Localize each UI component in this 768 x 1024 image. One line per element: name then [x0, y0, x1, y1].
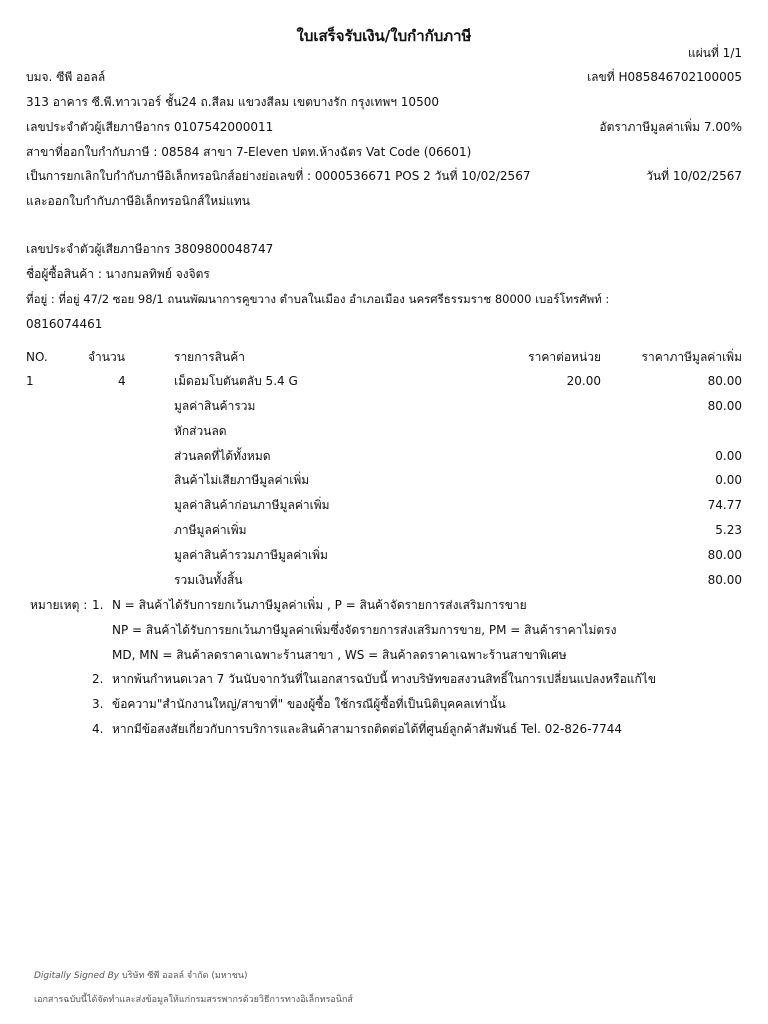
buyer-address: ที่อยู่ : ที่อยู่ 47/2 ซอย 98/1 ถนนพัฒนาการคูขวาง ตำบลในเมือง อำเภอเมือง นครศรีธรรมราช 80000 เบอร์โทรศัพท์ :	[26, 292, 610, 306]
summary-label: มูลค่าสินค้ารวม	[174, 399, 256, 413]
buyer-name: ชื่อผู้ซื้อสินค้า : นางกมลทิพย์ จงจิตร	[26, 267, 210, 281]
reissue-note: และออกใบกำกับภาษีอิเล็กทรอนิกส์ใหม่แทน	[26, 194, 250, 208]
digital-signature	[34, 968, 248, 982]
summary-label: มูลค่าสินค้าก่อนภาษีมูลค่าเพิ่ม	[174, 498, 330, 512]
row-qty: 4	[118, 374, 126, 388]
summary-label: รวมเงินทั้งสิ้น	[174, 573, 243, 587]
vat-rate: อัตราภาษีมูลค่าเพิ่ม 7.00%	[599, 120, 742, 134]
summary-label: ภาษีมูลค่าเพิ่ม	[174, 523, 247, 537]
summary-value: 0.00	[715, 473, 742, 487]
header-qty: จำนวน	[88, 350, 125, 364]
row-amount: 80.00	[707, 374, 742, 388]
note-text: หากมีข้อสงสัยเกี่ยวกับการบริการและสินค้าสามารถติดต่อได้ที่ศูนย์ลูกค้าสัมพันธ์ Tel. 02-826-7744	[112, 722, 623, 736]
header-no: NO.	[26, 350, 48, 364]
note-text: MD, MN = สินค้าลดราคาเฉพาะร้านสาขา , WS = สินค้าลดราคาเฉพาะร้านสาขาพิเศษ	[112, 648, 567, 662]
summary-value: 0.00	[715, 449, 742, 463]
summary-label: ส่วนลดที่ได้ทั้งหมด	[174, 449, 271, 463]
summary-label: มูลค่าสินค้ารวมภาษีมูลค่าเพิ่ม	[174, 548, 328, 562]
row-unit-price: 20.00	[566, 374, 601, 388]
company-address: 313 อาคาร ซี.พี.ทาวเวอร์ ชั้น24 ถ.สีลม แขวงสีลม เขตบางรัก กรุงเทพฯ 10500	[26, 95, 439, 109]
buyer-tax-id: เลขประจำตัวผู้เสียภาษีอากร 3809800048747	[26, 242, 274, 256]
summary-value: 80.00	[707, 399, 742, 413]
row-item: เม็ดอมโบตันตลับ 5.4 G	[174, 374, 298, 388]
note-number: 3.	[92, 697, 104, 711]
electronic-submission-note: เอกสารฉบับนี้ได้จัดทำและส่งข้อมูลให้แก่กรมสรรพากรด้วยวิธีการทางอิเล็กทรอนิกส์	[34, 995, 353, 1005]
notes-heading: หมายเหตุ :	[30, 598, 88, 612]
summary-label: สินค้าไม่เสียภาษีมูลค่าเพิ่ม	[174, 473, 310, 487]
document-title: ใบเสร็จรับเงิน/ใบกำกับภาษี	[296, 27, 472, 45]
header-unit-price: ราคาต่อหน่วย	[528, 350, 601, 364]
document-date: วันที่ 10/02/2567	[646, 169, 742, 183]
buyer-phone: 0816074461	[26, 317, 103, 331]
page-number: แผ่นที่ 1/1	[687, 46, 742, 60]
note-text: N = สินค้าได้รับการยกเว้นภาษีมูลค่าเพิ่ม , P = สินค้าจัดรายการส่งเสริมการขาย	[112, 598, 527, 612]
summary-value: 74.77	[707, 498, 742, 512]
row-no: 1	[26, 374, 34, 388]
company-tax-id: เลขประจำตัวผู้เสียภาษีอากร 0107542000011	[26, 120, 274, 134]
note-text: NP = สินค้าได้รับการยกเว้นภาษีมูลค่าเพิ่มซึ่งจัดรายการส่งเสริมการขาย, PM = สินค้าราคาไม่ตรง	[112, 623, 617, 637]
summary-label: หักส่วนลด	[174, 424, 227, 438]
summary-value: 80.00	[707, 573, 742, 587]
note-number: 1.	[92, 598, 104, 612]
note-text: หากพ้นกำหนดเวลา 7 วันนับจากวันที่ในเอกสารฉบับนี้ ทางบริษัทขอสงวนสิทธิ์ในการเปลี่ยนแปลงหรือแก้ไข	[112, 672, 657, 686]
document-number: เลขที่ H085846702100005	[587, 70, 742, 84]
summary-value: 5.23	[715, 523, 742, 537]
header-item: รายการสินค้า	[174, 350, 245, 364]
note-number: 4.	[92, 722, 104, 736]
header-vat-price: ราคาภาษีมูลค่าเพิ่ม	[641, 350, 742, 364]
note-number: 2.	[92, 672, 104, 686]
note-text: ข้อความ"สำนักงานใหญ่/สาขาที่" ของผู้ซื้อ ใช้กรณีผู้ซื้อที่เป็นนิติบุคคลเท่านั้น	[112, 697, 506, 711]
signature-prefix: Digitally Signed By	[34, 971, 120, 981]
summary-value: 80.00	[707, 548, 742, 562]
branch-info: สาขาที่ออกใบกำกับภาษี : 08584 สาขา 7-Eleven ปตท.ห้างฉัตร Vat Code (06601)	[26, 145, 472, 159]
signature-company: บริษัท ซีพี ออลล์ จำกัด (มหาชน)	[122, 971, 248, 981]
cancel-reference: เป็นการยกเลิกใบกำกับภาษีอิเล็กทรอนิกส์อย่างย่อเลขที่ : 0000536671 POS 2 วันที่ 10/02/2567	[26, 169, 531, 183]
company-name: บมจ. ซีพี ออลล์	[26, 70, 106, 84]
